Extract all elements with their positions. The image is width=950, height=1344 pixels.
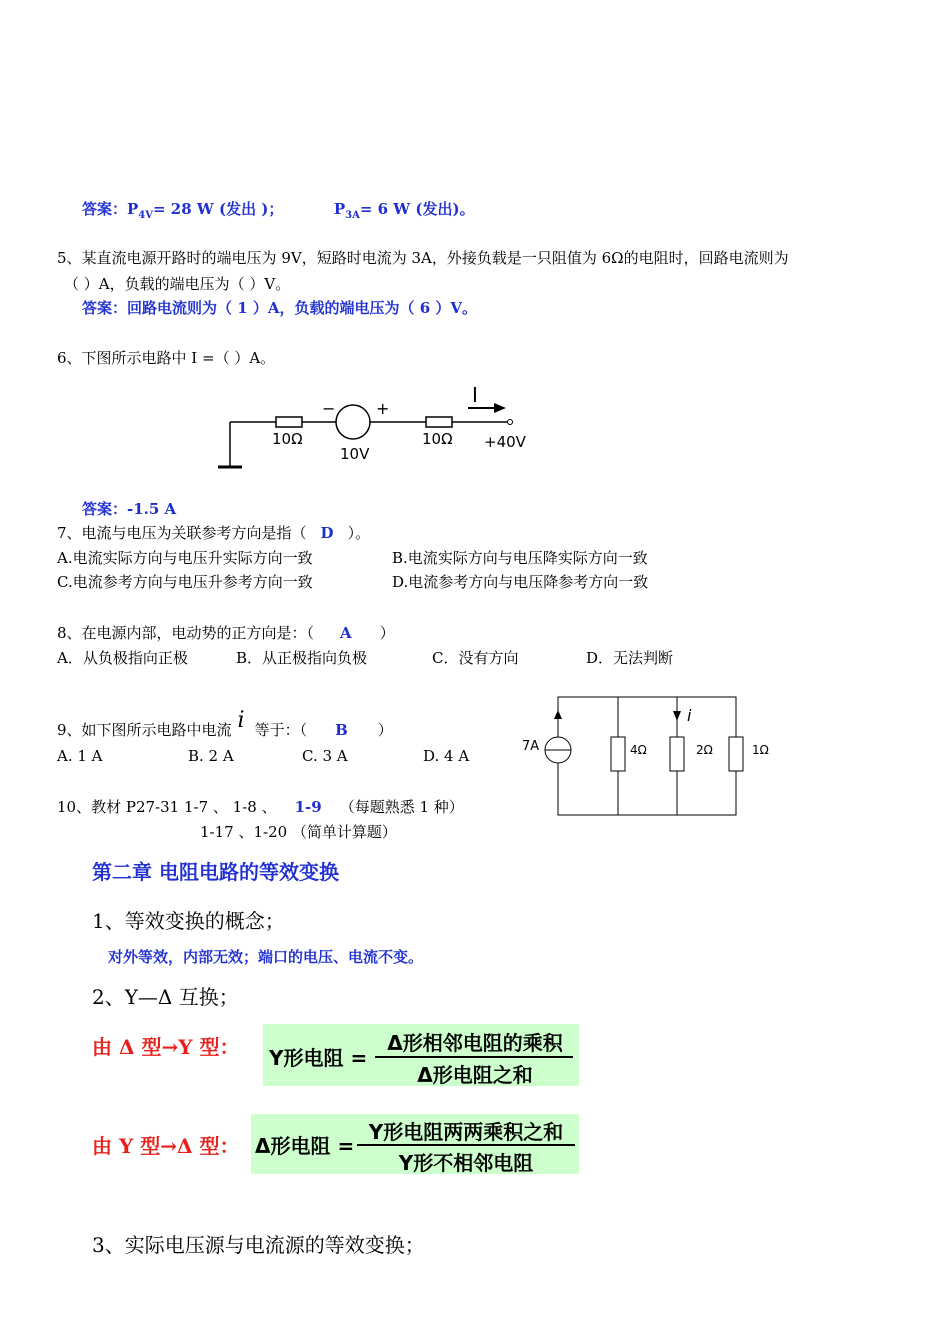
conv2-fraction-bar: [357, 1144, 575, 1146]
q6-stem: 6、下图所示电路中 I =（ ）A。: [57, 349, 276, 367]
q8-option-b: B．从正极指向负极: [236, 649, 368, 667]
chapter2-title: 第二章 电阻电路的等效变换: [92, 860, 339, 884]
q7-answer: D: [320, 524, 334, 542]
q9-stem: 9、如下图所示电路中电流 i 等于：（ B ）: [57, 708, 393, 739]
q8-option-c: C．没有方向: [432, 649, 519, 667]
q5-line2: （ ）A，负载的端电压为（ ）V。: [64, 275, 291, 293]
q9-r1-label: 4Ω: [630, 743, 647, 757]
q5-line1: 5、某直流电源开路时的端电压为 9V，短路时电流为 3A，外接负载是一只阻值为 6Ω的电阻时，回路电流则为: [57, 249, 789, 267]
conv1-numerator: Δ形相邻电阻的乘积: [387, 1031, 563, 1055]
q7-option-a: A.电流实际方向与电压升实际方向一致: [57, 549, 313, 567]
q9-option-a: A. 1 A: [57, 747, 103, 765]
conv1-lhs: Y形电阻 =: [269, 1046, 368, 1070]
q9-answer: B: [335, 721, 348, 739]
conv1-formula: [263, 1024, 579, 1086]
q9-option-b: B. 2 A: [188, 747, 234, 765]
q6-current-label: I: [472, 383, 478, 407]
q6-answer: 答案：-1.5 A: [82, 500, 177, 518]
q5-answer: 答案：回路电流则为（ 1 ）A，负载的端电压为（ 6 ）V。: [82, 299, 478, 317]
q4-answer: 答案：$P_{4V}= 28$ W (发出 )； $P_{3A}= 6$ W (发出)。: [82, 200, 475, 221]
q8-stem: 8、在电源内部，电动势的正方向是：（ A ）: [57, 624, 395, 642]
chapter2-item1-answer: 对外等效，内部无效；端口的电压、电流不变。: [108, 948, 424, 966]
chapter2-item2: 2、Y—Δ 互换；: [92, 985, 239, 1009]
q9-option-c: C. 3 A: [302, 747, 348, 765]
q7-option-d: D.电流参考方向与电压降参考方向一致: [392, 573, 649, 591]
q6-r2-label: 10Ω: [422, 430, 453, 448]
q6-plus-label: +: [376, 399, 390, 418]
q9-circuit-diagram: [520, 695, 770, 820]
conv2-lhs: Δ形电阻 =: [255, 1134, 355, 1158]
conv2-numerator: Y形电阻两两乘积之和: [368, 1120, 564, 1144]
q9-r2-label: 2Ω: [696, 743, 713, 757]
conv2-formula: [251, 1114, 579, 1174]
chapter2-item1: 1、等效变换的概念；: [92, 909, 285, 933]
q6-minus-label: −: [322, 399, 336, 418]
q10-bold: 1-9: [294, 798, 322, 816]
conv2-denominator: Y形不相邻电阻: [398, 1151, 534, 1175]
q10-line1: 10、教材 P27-31 1-7 、 1-8 、 1-9 （每题熟悉 1 种）: [57, 798, 464, 816]
q10-line2: 1-17 、1-20 （简单计算题）: [200, 823, 397, 841]
q6-r1-label: 10Ω: [272, 430, 303, 448]
q9-current-label: i: [687, 706, 692, 725]
q7-stem: 7、电流与电压为关联参考方向是指（ D ）。: [57, 524, 371, 542]
conv2-label: 由 Y 型→Δ 型：: [92, 1134, 240, 1158]
q8-answer: A: [340, 624, 352, 642]
q9-r3-label: 1Ω: [752, 743, 769, 757]
q7-option-c: C.电流参考方向与电压升参考方向一致: [57, 573, 313, 591]
q6-circuit-diagram: [210, 380, 540, 475]
q9-source-label: 7A: [522, 739, 540, 754]
q7-option-b: B.电流实际方向与电压降实际方向一致: [392, 549, 648, 567]
conv1-label: 由 Δ 型→Y 型：: [92, 1035, 240, 1059]
conv1-denominator: Δ形电阻之和: [417, 1063, 533, 1087]
q9-option-d: D. 4 A: [423, 747, 470, 765]
q6-source-label: 10V: [340, 445, 370, 463]
q8-option-d: D．无法判断: [586, 649, 674, 667]
conv1-fraction-bar: [375, 1056, 573, 1058]
q6-output-label: +40V: [484, 433, 526, 451]
chapter2-item3: 3、实际电压源与电流源的等效变换；: [92, 1233, 425, 1257]
q8-option-a: A．从负极指向正极: [57, 649, 188, 667]
